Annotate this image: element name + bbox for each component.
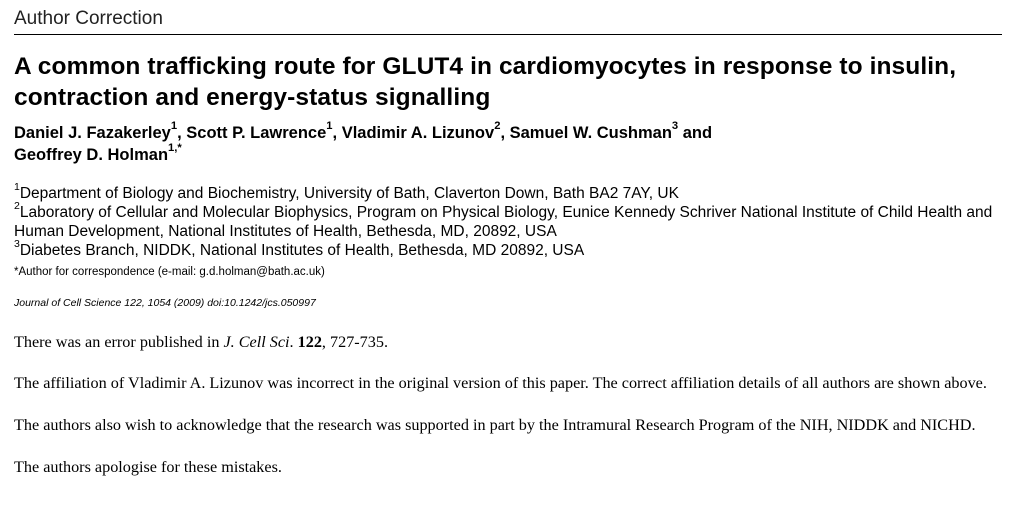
- journal-citation: Journal of Cell Science 122, 1054 (2009) doi:10.1242/jcs.050997: [14, 297, 316, 309]
- affiliation-text: Laboratory of Cellular and Molecular Biophysics, Program on Physical Biology, Eunice Kennedy Schriver National Institute of Child Health and Human Development, National Institutes of Health, Bethesda, MD, 20892, USA: [14, 204, 993, 240]
- header-rule: [14, 34, 1002, 35]
- author-name: Samuel W. Cushman: [509, 124, 672, 142]
- article-title: A common trafficking route for GLUT4 in cardiomyocytes in response to insulin, contraction and energy-status signalling: [14, 53, 957, 111]
- paragraph-text: .: [289, 333, 298, 351]
- correction-page: [14, 0, 1004, 478]
- correction-paragraph-affiliation: The affiliation of Vladimir A. Lizunov was incorrect in the original version of this paper. The correct affiliation details of all authors are shown above.: [14, 374, 987, 392]
- author-separator: and: [678, 124, 713, 142]
- correction-paragraph-apology: The authors apologise for these mistakes.: [14, 458, 282, 476]
- author-name: Geoffrey D. Holman: [14, 146, 169, 164]
- author-separator: ,: [500, 124, 510, 142]
- affiliation-marker: 2: [14, 199, 20, 212]
- affiliation-text: Department of Biology and Biochemistry, University of Bath, Claverton Down, Bath BA2 7AY, UK: [19, 185, 679, 202]
- author-name: Daniel J. Fazakerley: [14, 124, 171, 142]
- journal-abbrev: J. Cell Sci: [223, 333, 290, 351]
- affiliation-list: [14, 180, 1004, 260]
- author-affiliation-marker: 3: [671, 120, 679, 133]
- author-name: Scott P. Lawrence: [186, 124, 327, 142]
- paragraph-text: There was an error published in: [14, 333, 224, 351]
- author-affiliation-marker: 2: [494, 120, 501, 133]
- correspondence-note: *Author for correspondence (e-mail: g.d.holman@bath.ac.uk): [14, 266, 325, 278]
- author-affiliation-marker: 1: [326, 120, 333, 133]
- section-label: Author Correction: [14, 8, 163, 29]
- author-affiliation-marker: 1,*: [168, 142, 182, 155]
- affiliation-item: [14, 199, 1004, 241]
- affiliation-marker: 1: [14, 180, 20, 193]
- author-list: [14, 122, 1004, 166]
- affiliation-item: [14, 237, 1004, 260]
- paragraph-text: , 727-735.: [321, 333, 389, 351]
- author-separator: ,: [332, 124, 342, 142]
- author-name: Vladimir A. Lizunov: [341, 124, 495, 142]
- author-affiliation-marker: 1: [170, 120, 178, 133]
- affiliation-marker: 3: [14, 237, 20, 250]
- correction-paragraph-error: [14, 332, 1002, 353]
- correction-paragraph-funding: The authors also wish to acknowledge that the research was supported in part by the Intramural Research Program of the NIH, NIDDK and NICHD.: [14, 416, 976, 434]
- affiliation-item: [14, 180, 1004, 203]
- affiliation-text: Diabetes Branch, NIDDK, National Institutes of Health, Bethesda, MD 20892, USA: [19, 242, 585, 259]
- volume-number: 122: [297, 333, 322, 351]
- author-separator: ,: [177, 124, 187, 142]
